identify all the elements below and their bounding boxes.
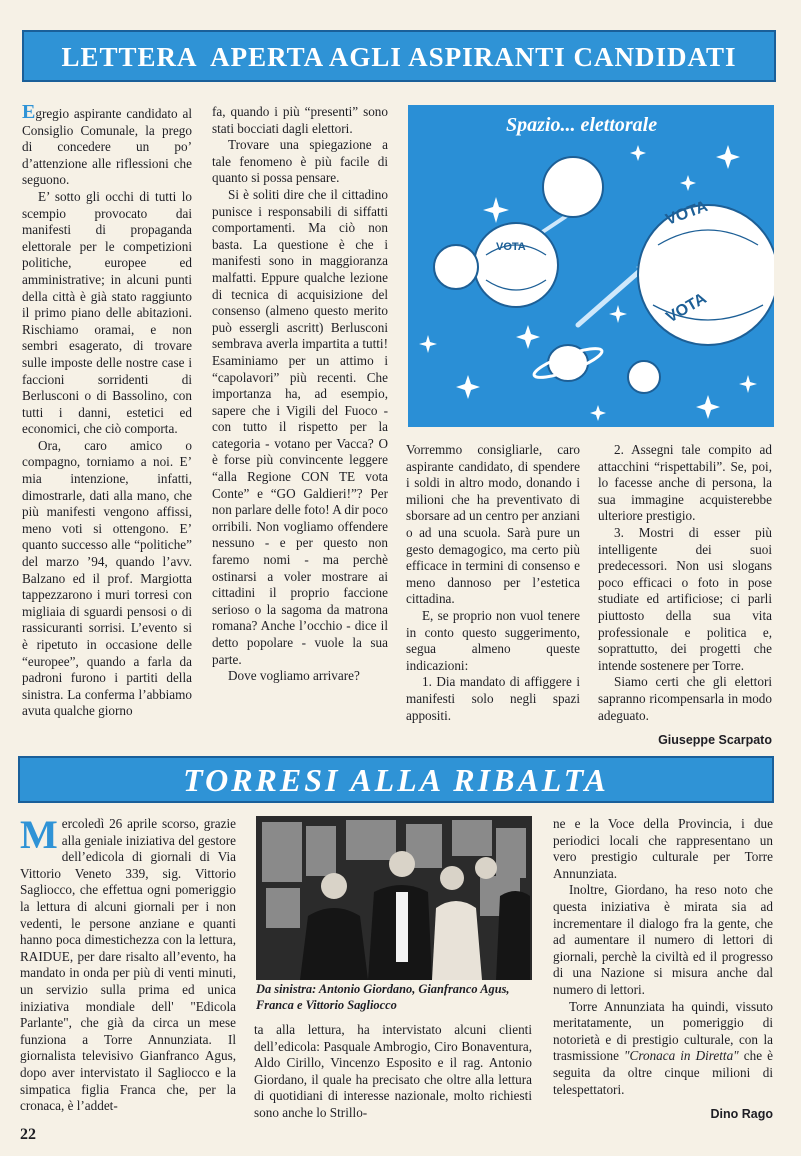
drop-cap: M (20, 812, 58, 857)
article-column-1 (22, 101, 192, 720)
paragraph-text: che è seguita da oltre cinque milioni di telespettatori. (553, 1048, 774, 1097)
paragraph: Inoltre, Giordano, ha reso noto che questa iniziativa è mirata sia ad incrementare il dialogo fra la gente, che ad aumentare il numero di lettori di giornali, perchè la civiltà ed il progresso di una Nazione si misura anche dal numero di lettori. (553, 882, 773, 997)
article-column-2 (212, 104, 388, 685)
program-title: "Cronaca in Diretta" (624, 1048, 739, 1064)
paragraph: 1. Dia mandato di affiggere i manifesti solo negli spazi appositi. (406, 674, 580, 723)
paragraph: fa, quando i più “presenti” sono stati bocciati dagli elettori. (212, 104, 388, 136)
paragraph (553, 999, 773, 1099)
paragraph: Vorremmo consigliarle, caro aspirante candidato, di spendere i soldi in altro modo, donando i milioni che ha preventivato di sborsare ad un centro per anziani o ad una scuola. Sarà pure un gesto demagogico, ma certo più efficace in termini di consenso e meno dannoso per l’estetica cittadina. (406, 442, 580, 607)
paragraph: 2. Assegni tale compito ad attacchini “rispettabili”. Se, poi, lo facesse anche di persona, la sua immagine acquisterebbe ulteriore prestigio. (598, 442, 772, 524)
paragraph (22, 101, 192, 189)
paragraph: Si è soliti dire che il cittadino punisce i responsabili di siffatti comportamenti. Ma ciò non basta. La questione è che i manifesti sono in maggioranza malfatti. Eppure qualche lezione di tecnica di acquisizione del consenso (almeno questo merito può essergli ascritt) Berlusconi sembrava averla impartita a tutti! Esaminiamo per un attimo i “capolavori” più recenti. Che importanza ha, ad esempio, sapere che i Vigili del Fuoco - con tutto il rispetto per la categoria - votano per Vacca? O è forse più convincente leggere “alla Regione CON TE vota Conte” e “GO Galdieri!”? Per non parlare delle foto! A dir poco orribili. Non vogliamo offendere nessuno - e per questo non faremo nomi - ma perchè ostinarsi a voler mostrare ai cittadini il proprio faccione serioso o la sagoma da matrona romana? Anche l’occhio - dice il detto popolare - vuole la sua parte. (212, 186, 388, 667)
election-illustration (408, 105, 774, 427)
paragraph: ta alla lettura, ha intervistato alcuni clienti dell’edicola: Pasquale Ambrogio, Ciro Bonaventura, Aldo Cirillo, Vincenzo Esposito e il rag. Antonio Giordano, il quale ha precisato che oltre alla lettura di quotidiani di interesse nazionale, molto richiesti sono anche lo Strillo- (254, 1022, 532, 1120)
article-title-banner (22, 30, 776, 82)
article-column-4 (598, 442, 772, 749)
paragraph: E, se proprio non vuol tenere in conto questo suggerimento, segua almeno queste indicazioni: (406, 607, 580, 673)
author-signature: Giuseppe Scarpato (658, 733, 772, 748)
poster-word: VOTA (663, 290, 710, 327)
poster-word: VOTA (663, 197, 711, 229)
paragraph: ne e la Voce della Provincia, i due periodici locali che rappresentano un vero prestigio culturale per Torre Annunziata. (553, 816, 773, 881)
article-title: LETTERA APERTA AGLI ASPIRANTI CANDIDATI (61, 42, 737, 72)
paragraph: Ora, caro amico o compagno, torniamo a noi. E’ mia intenzione, infatti, dimostrarle, dati alla mano, che più manifesti vengono affissi, meno voti si ottengono. E’ quanto successo alle “politiche” del marzo ’94, quando l’avv. Balzano ed il prof. Margiotta tappezzarono i muri torresi con migliaia di sguardi pensosi o di rassicuranti sorrisi. L’evento si è ripetuto in occasione delle “europee”, quando a farla da padroni furono i partiti della sinistra. La conferma l’abbiamo avuta qualche giorno (22, 437, 192, 719)
paragraph-text: gregio aspirante candidato al Consiglio Comunale, la prego di concedere un po’ d’attenzione alle riflessioni che seguono. (22, 106, 192, 188)
article-column-2 (254, 1022, 532, 1122)
article-title: TORRESI ALLA RIBALTA (183, 762, 609, 798)
news-photo (256, 816, 532, 980)
page-number: 22 (20, 1126, 36, 1143)
paragraph: 3. Mostri di esser più intelligente dei suoi predecessori. Non usi slogans poco efficaci o foto in pose studiate ed artificiose; ci parli piuttosto della sua vita professionale e politica e, soprattutto, dei progetti che intende sostenere per Torre. (598, 524, 772, 673)
article-column-3 (406, 442, 580, 724)
drop-cap: E (22, 101, 36, 123)
illustration-title: Spazio... elettorale (506, 114, 658, 136)
article-title-banner (18, 756, 774, 803)
paragraph-text: ercoledì 26 aprile scorso, grazie alla geniale iniziativa del gestore dell’edicola di giornali di Via Vittorio Veneto 339, sig. Vittorio Sagliocco, che effettua ogni pomeriggio la lettura di alcuni giornali per i non vedenti, le persone anziane e quanti hanno poca dimestichezza con la lettura, RAIDUE, per dare risalto all’evento, ha mandato in onda per più di venti minuti, un servizio sulla prima ed unica iniziativa mondiale dell' "Edicola Parlante", che già da circa un mese funziona a Torre Annunziata. Il giornalista televisivo Gianfranco Agus, dopo aver intervistato il Sagliocco e la simpatica figlia Franca che, per la cronaca, è l’addet- (20, 816, 236, 1114)
paragraph: E’ sotto gli occhi di tutti lo scempio provocato dai manifesti di propaganda elettorale per le competizioni politiche, europee ed amministrative; in alcuni punti della città è già stato raggiunto il primo piano delle abitazioni. Rischiamo oramai, e non sembri esagerato, di trovare sulle imposte delle nostre case i faccioni sorridenti di Berlusconi o di Bassolino, con tutti i danni, estetici ed economici, che ciò comporta. (22, 188, 192, 437)
poster-word: VOTA (496, 241, 526, 253)
article-column-1 (20, 812, 236, 1115)
article-column-3 (553, 816, 773, 1123)
photo-caption: Da sinistra: Antonio Giordano, Gianfranco Agus, Franca e Vittorio Sagliocco (256, 982, 510, 1012)
paragraph: Trovare una spiegazione a tale fenomeno è più facile di quanto si possa pensare. (212, 137, 388, 186)
paragraph: Siamo certi che gli elettori sapranno ricompensarla in modo adeguato. (598, 674, 772, 723)
paragraph-text: Torre Annunziata ha quindi, vissuto meritatamente, un pomeriggio di notorietà e di prestigio culturale, con la trasmissione (553, 998, 773, 1064)
paragraph: Dove vogliamo arrivare? (228, 668, 360, 684)
paragraph (20, 812, 236, 1115)
author-signature: Dino Rago (710, 1107, 773, 1122)
